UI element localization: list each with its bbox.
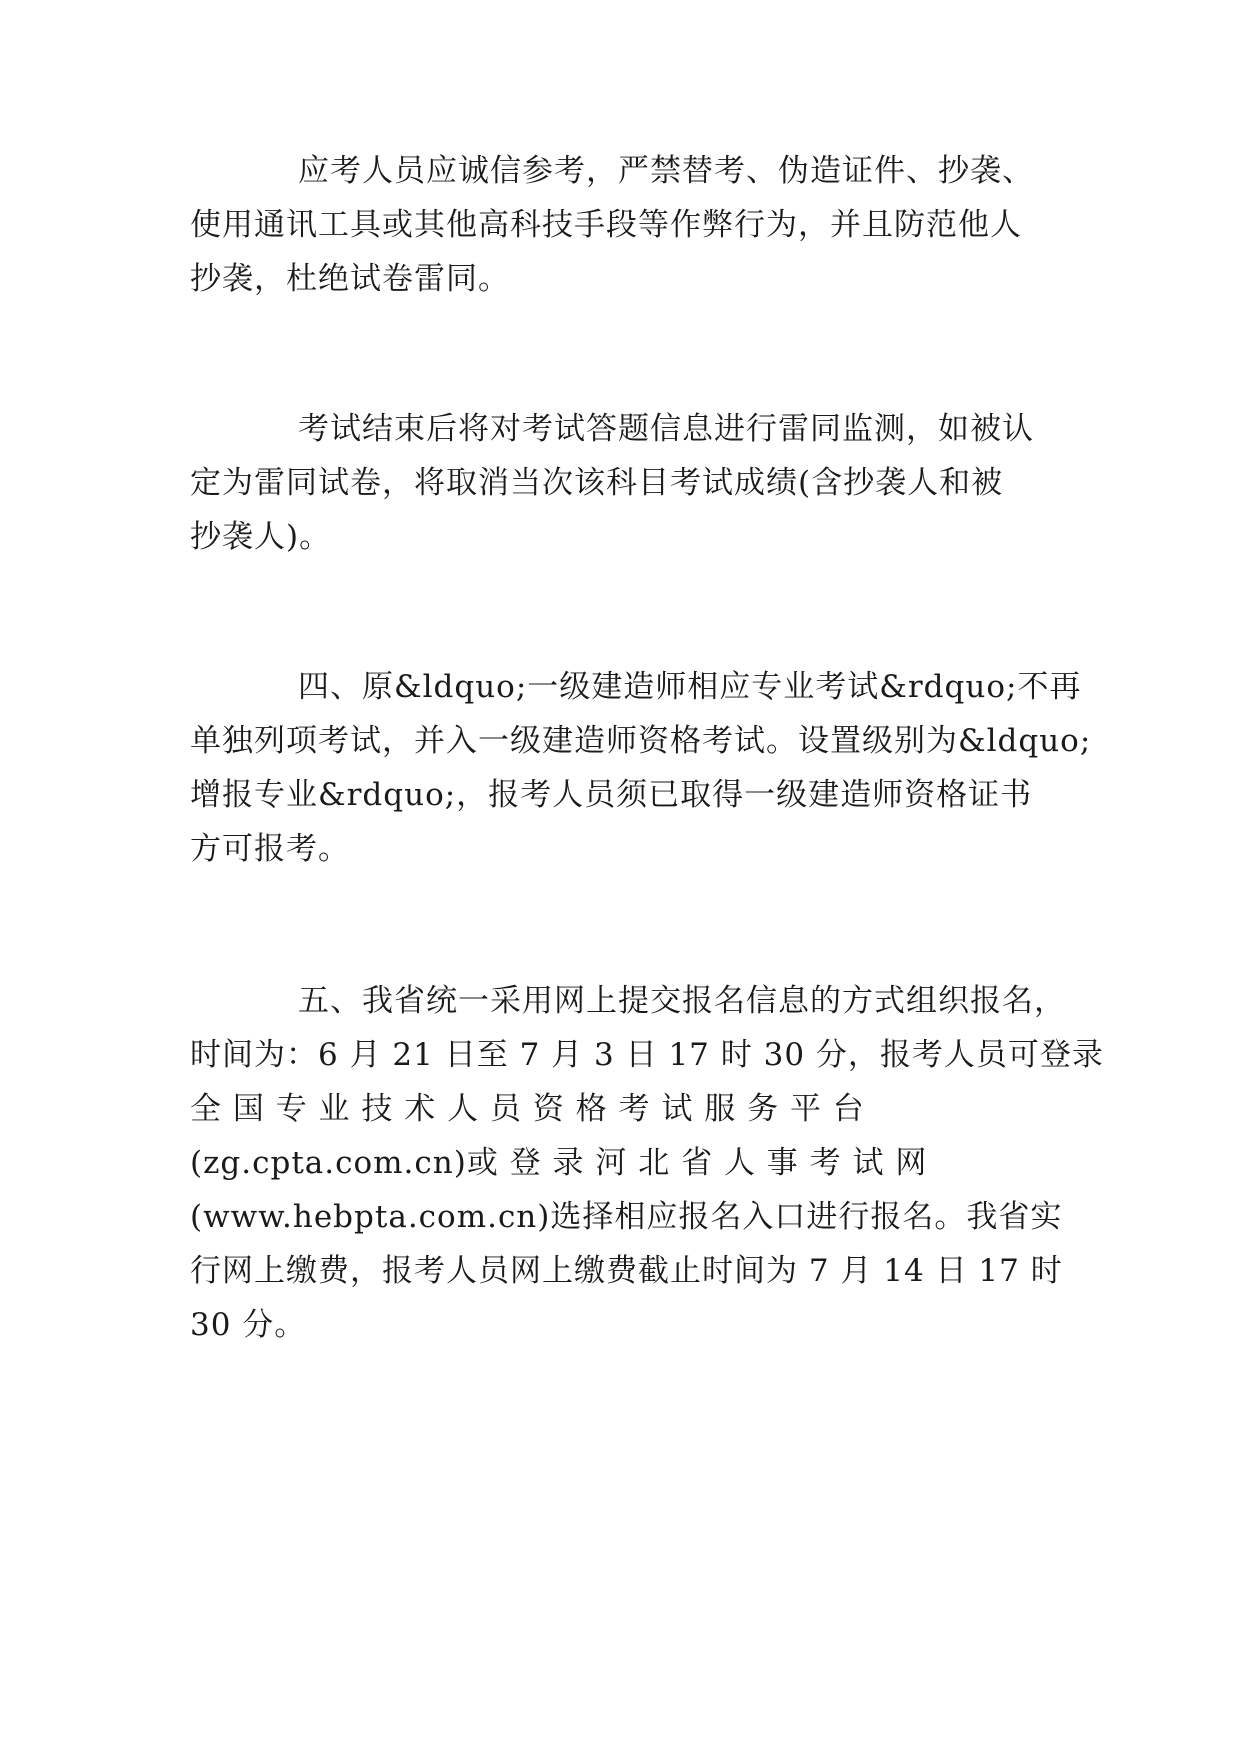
paragraph-integrity: [190, 144, 1050, 306]
paragraph-line: 五、我省统一采用网上提交报名信息的方式组织报名，: [298, 983, 1066, 1019]
paragraph-line: 行网上缴费，报考人员网上缴费截止时间为 7 月 14 日 17 时: [190, 1253, 1063, 1289]
paragraph-similarity-check: [190, 402, 1050, 564]
paragraph-line: 时间为：6 月 21 日至 7 月 3 日 17 时 30 分，报考人员可登录: [190, 1037, 1104, 1073]
paragraph-item-four: [190, 660, 1092, 876]
paragraph-line: 30 分。: [190, 1307, 307, 1343]
paragraph-line: (www.hebpta.com.cn)选择相应报名入口进行报名。我省实: [190, 1199, 1063, 1235]
paragraph-line: 抄袭，杜绝试卷雷同。: [190, 261, 510, 297]
paragraph-line: 增报专业&rdquo;，报考人员须已取得一级建造师资格证书: [190, 777, 1033, 813]
paragraph-line: 考试结束后将对考试答题信息进行雷同监测，如被认: [298, 411, 1034, 447]
paragraph-line: 单独列项考试，并入一级建造师资格考试。设置级别为&ldquo;: [190, 723, 1092, 759]
paragraph-line: 抄袭人)。: [190, 519, 332, 555]
paragraph-line: 使用通讯工具或其他高科技手段等作弊行为，并且防范他人: [190, 207, 1022, 243]
paragraph-line: 定为雷同试卷，将取消当次该科目考试成绩(含抄袭人和被: [190, 465, 1004, 501]
paragraph-line: 方可报考。: [190, 831, 350, 867]
paragraph-line: (zg.cpta.com.cn)或 登 录 河 北 省 人 事 考 试 网: [190, 1145, 928, 1181]
paragraph-line: 全 国 专 业 技 术 人 员 资 格 考 试 服 务 平 台: [190, 1091, 865, 1127]
paragraph-item-five: [190, 974, 1104, 1352]
paragraph-line: 四、原&ldquo;一级建造师相应专业考试&rdquo;不再: [298, 669, 1082, 705]
paragraph-line: 应考人员应诚信参考，严禁替考、伪造证件、抄袭、: [298, 153, 1034, 189]
